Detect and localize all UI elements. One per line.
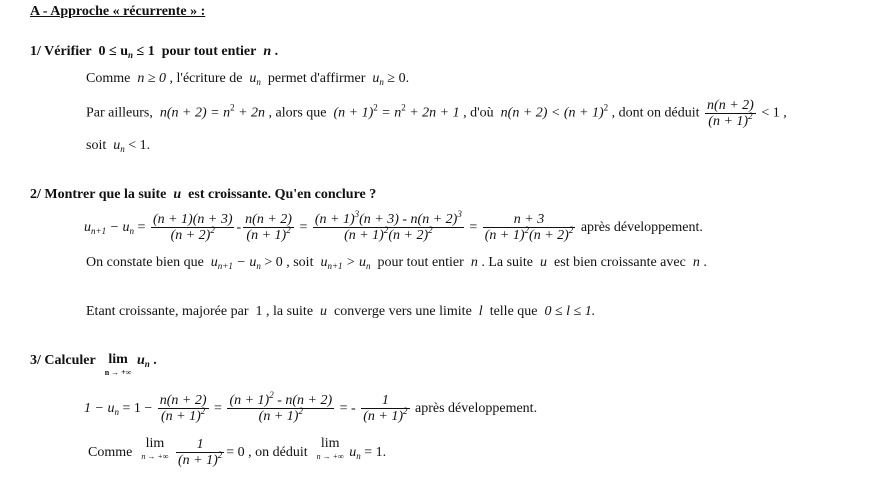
q2-f2-den [243, 227, 294, 243]
q2-l2-m: n [692, 255, 700, 270]
q2-eq3: = [469, 220, 478, 235]
q1-l2-d: , alors que [268, 105, 327, 121]
q3-f2-den-sup: 2 [298, 406, 303, 417]
q2-eq2: = [299, 220, 308, 235]
q2-eq-a-sub: n+1 [91, 226, 107, 236]
q3-l2-frac [176, 437, 224, 468]
q1-l2-b: n(n + 2) = n [159, 105, 231, 121]
q1-l2-frac-den [705, 113, 756, 129]
q2-f2-den-base: (n + 1) [246, 228, 287, 244]
q2-f3-den-a: (n + 1) [344, 228, 384, 244]
q3-frac2 [227, 390, 334, 425]
q3-f2-num [227, 390, 334, 409]
q2-f3-den-sup2: 2 [428, 225, 433, 236]
q2-l2-b-sub: n+1 [217, 261, 233, 271]
q2-f3-num-sup2: 3 [457, 209, 462, 220]
q2-rest: est croissante. Qu'en conclure ? [188, 187, 377, 202]
q2-eq-c: = [137, 220, 146, 235]
q3-f3-num: 1 [381, 393, 389, 409]
q1-l2-i-sup: 2 [603, 102, 609, 113]
q1-l3-b: u [113, 138, 121, 153]
q1-l2-f: = n [381, 105, 402, 121]
q2-f1-num: (n + 1)(n + 3) [152, 212, 233, 228]
q3-lim-text: lim [108, 352, 128, 367]
q3-f1-den-sup: 2 [200, 406, 206, 417]
q1-l1-g: ≥ 0. [387, 71, 410, 86]
q3-l2-frac-den-base: (n + 1) [177, 453, 218, 469]
q2-frac3 [313, 209, 464, 244]
q2-l2-a: On constate bien que [86, 255, 204, 270]
q2-minus: - [236, 220, 242, 235]
q2-l3-a: Etant croissante, majorée par [86, 304, 249, 319]
q2-l2-f-sub: n+1 [327, 261, 343, 271]
q2-l3-e: converge vers une limite [334, 304, 472, 319]
q2-l3-b: 1 [255, 304, 263, 319]
q2-f3-den [313, 227, 464, 243]
q1-l2-f-sup: 2 [401, 102, 406, 113]
q3-l2-lim2-text: lim [320, 436, 340, 451]
q3-eq-a: 1 − u [84, 401, 115, 416]
q1-l2-b-sup: 2 [230, 102, 235, 113]
q3-l2-frac-den [176, 452, 224, 468]
q2-label: 2/ Montrer que la suite [30, 187, 167, 202]
q2-f4-den-sup1: 2 [524, 225, 530, 236]
section-title-text: A - Approche « récurrente » : [30, 4, 206, 19]
q3-f3-den-sup: 2 [403, 406, 408, 417]
q2-f1-den-sup: 2 [210, 225, 215, 236]
q1-l1-d-sub: n [256, 77, 261, 87]
q3-l2-lim [141, 436, 168, 462]
q2-f3-den-sup1: 2 [383, 225, 389, 236]
q1-l2-g: + 2n + 1 [409, 105, 460, 121]
q3-eq-a-sub: n [114, 407, 119, 417]
q2-l2-n: . [703, 255, 707, 270]
q1-var: n [263, 44, 272, 59]
q2-eq-a: u [84, 220, 91, 235]
q1-mid: pour tout entier [161, 44, 257, 59]
q2-eq-b-sub: n [129, 226, 135, 236]
q3-eq-b: = 1 − [122, 401, 153, 416]
q2-equation [84, 210, 703, 246]
q3-lim [105, 352, 132, 378]
q3-frac3 [361, 393, 409, 424]
q1-l1-c: , l'écriture de [169, 71, 243, 86]
q2-line2 [86, 254, 707, 272]
q1-l3-c: < 1. [128, 138, 151, 153]
q3-l2-frac-den-sup: 2 [217, 450, 223, 461]
q3-end: . [153, 353, 157, 368]
q2-f4-den-sup2: 2 [568, 225, 574, 236]
q2-f3-den-b: (n + 2) [388, 228, 429, 244]
q1-l2-c: + 2n [238, 105, 266, 121]
q1-ineq-sub: n [128, 50, 134, 60]
q2-l2-f: u [320, 255, 328, 270]
q3-lim-sub: n → +∞ [104, 368, 132, 377]
q1-l2-frac-num: n(n + 2) [707, 98, 754, 113]
q3-f2-den [227, 408, 334, 424]
q1-l2-i: n(n + 2) < (n + 1) [500, 105, 604, 121]
q1-l2-h: , d'où [463, 105, 494, 121]
q2-f3-num-a: (n + 1) [314, 212, 355, 228]
q3-label: 3/ Calculer [30, 353, 96, 368]
q3-eq-c: = [214, 401, 222, 416]
q3-f1-den-base: (n + 1) [161, 409, 201, 425]
q2-l2-k: u [540, 255, 548, 270]
q3-var-sub: n [144, 359, 150, 369]
q2-line3 [86, 303, 595, 321]
q1-l1-f: u [372, 71, 380, 86]
q1-l1-d: u [249, 71, 257, 86]
q2-f2-den-sup: 2 [286, 225, 291, 236]
q3-f2-num-sup: 2 [269, 390, 274, 401]
q2-f3-num-b: (n + 3) - n(n + 2) [359, 212, 458, 228]
q1-l2-frac-den-base: (n + 1) [708, 114, 749, 129]
q2-frac4 [483, 212, 576, 243]
q3-after: après développement. [415, 401, 538, 416]
q1-l3-a: soit [86, 138, 107, 153]
q1-l3-b-sub: n [120, 144, 125, 154]
q2-f2-num: n(n + 2) [245, 212, 292, 228]
q2-l2-l: est bien croissante avec [554, 255, 686, 270]
q1-l1-a: Comme [86, 71, 131, 86]
q3-frac1 [158, 393, 209, 424]
q2-f1-den-base: (n + 2) [170, 228, 211, 244]
q3-l2-a: Comme [88, 445, 133, 460]
q3-l2-e: = 1. [364, 445, 387, 460]
q1-l1-f-sub: n [379, 77, 384, 87]
q3-eq-d: = - [339, 401, 356, 416]
q3-l2-lim-sub: n → +∞ [141, 452, 169, 461]
q1-line1 [86, 70, 409, 88]
q3-f2-num-a: (n + 1) [229, 393, 270, 409]
q2-frac1 [151, 212, 235, 243]
q2-f4-den-b: (n + 2) [529, 228, 569, 244]
q2-frac2 [243, 212, 294, 243]
q1-line2 [86, 98, 787, 129]
q1-l2-e: (n + 1) [333, 105, 374, 121]
q3-l2-d-sub: n [356, 451, 361, 461]
q2-l3-f: l [478, 304, 483, 319]
q1-l2-e-sup: 2 [373, 102, 378, 113]
q2-l2-j: . La suite [481, 255, 534, 270]
q2-l2-c-sub: n [256, 261, 261, 271]
q1-l1-b: n ≥ 0 [137, 71, 167, 86]
q3-equation [84, 392, 537, 426]
q3-l2-lim-text: lim [145, 436, 165, 451]
q1-l1-e: permet d'affirmer [267, 71, 366, 86]
q2-l2-g: > u [346, 255, 366, 270]
q3-f1-den [158, 408, 209, 424]
q3-line2 [88, 436, 386, 470]
q3-l2-frac-num: 1 [196, 437, 204, 453]
q2-l3-h: 0 ≤ l ≤ 1. [544, 304, 596, 319]
q3-l2-b: = 0 [226, 445, 245, 460]
q3-var: u [136, 353, 145, 368]
q2-f4-num: n + 3 [513, 212, 545, 228]
q2-l2-h: pour tout entier [377, 255, 464, 270]
q2-l2-c: − u [236, 255, 257, 270]
q2-f1-den [151, 227, 235, 243]
q2-l3-d: u [320, 304, 328, 319]
q1-ineq: 0 ≤ u [98, 44, 129, 59]
q1-heading [30, 43, 278, 61]
q2-l3-g: telle que [489, 304, 538, 319]
q2-f4-den-a: (n + 1) [484, 228, 525, 244]
q2-l2-g-sub: n [366, 261, 371, 271]
q3-l2-lim2 [317, 436, 344, 462]
q3-f3-den-base: (n + 1) [363, 409, 403, 425]
q2-f3-num-sup1: 3 [354, 209, 360, 220]
section-title [30, 3, 205, 21]
q3-l2-d: u [349, 445, 357, 460]
q3-l2-lim2-sub: n → +∞ [316, 452, 344, 461]
q2-var: u [173, 187, 182, 202]
q2-eq-b: − u [109, 220, 130, 235]
q2-f3-num [313, 209, 464, 228]
q1-l2-fraction [705, 98, 756, 129]
q2-f4-den [483, 227, 576, 243]
q3-f2-den-base: (n + 1) [258, 409, 299, 425]
q1-line3 [86, 137, 150, 155]
q1-ineq-end: ≤ 1 [136, 44, 155, 59]
q2-l2-b: u [210, 255, 218, 270]
q2-l2-i: n [470, 255, 478, 270]
q3-l2-c: , on déduit [248, 445, 308, 460]
q1-l2-frac-den-sup: 2 [748, 111, 753, 121]
q2-heading [30, 186, 376, 204]
q1-l2-a: Par ailleurs, [86, 105, 153, 121]
q1-label: 1/ Vérifier [30, 44, 92, 59]
q2-l2-e: , soit [286, 255, 314, 270]
q2-l2-d: > 0 [264, 255, 283, 270]
q3-f2-num-b: - n(n + 2) [277, 393, 333, 409]
q2-l3-c: , la suite [265, 304, 314, 319]
q2-after: après développement. [580, 220, 703, 235]
q1-l2-k: < 1 , [761, 105, 787, 121]
q1-l2-j: , dont on déduit [611, 105, 700, 121]
q1-end: . [274, 44, 279, 59]
q3-f1-num: n(n + 2) [159, 393, 207, 409]
q3-heading [30, 352, 157, 378]
q3-f3-den [361, 408, 409, 424]
